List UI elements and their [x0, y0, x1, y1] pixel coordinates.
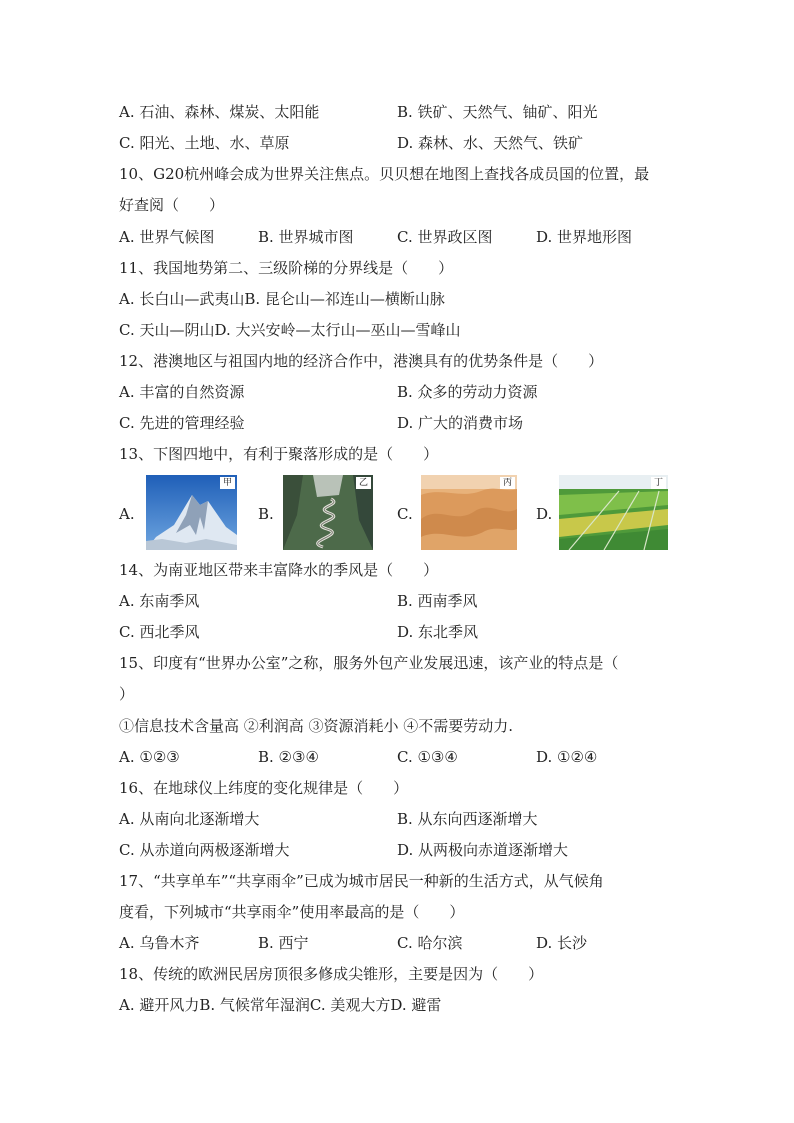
q17-option-c[interactable]: C. 哈尔滨 [397, 934, 463, 952]
q12-stem: 12、港澳地区与祖国内地的经济合作中，港澳具有的优势条件是（ ） [119, 352, 604, 370]
q16-option-c[interactable]: C. 从赤道向两极逐渐增大 [119, 841, 290, 859]
q16-option-d[interactable]: D. 从两极向赤道逐渐增大 [397, 841, 569, 859]
q13-image-farmland[interactable] [559, 475, 668, 550]
q9-option-b[interactable]: B. 铁矿、天然气、铀矿、阳光 [397, 103, 598, 121]
q17-option-a[interactable]: A. 乌鲁木齐 [119, 934, 200, 952]
q15-option-d[interactable]: D. ①②④ [536, 748, 598, 766]
q14-option-b[interactable]: B. 西南季风 [397, 592, 478, 610]
q9-option-c[interactable]: C. 阳光、土地、水、草原 [119, 134, 290, 152]
q13-stem: 13、下图四地中，有利于聚落形成的是（ ） [119, 445, 439, 463]
q16-stem: 16、在地球仪上纬度的变化规律是（ ） [119, 779, 409, 797]
q13-image-tag-c: 丙 [500, 477, 515, 489]
q18-stem: 18、传统的欧洲民居房顶很多修成尖锥形，主要是因为（ ） [119, 965, 544, 983]
q17-stem-line2: 度看，下列城市“共享雨伞”使用率最高的是（ ） [119, 903, 465, 921]
q17-option-d[interactable]: D. 长沙 [536, 934, 588, 952]
q16-option-a[interactable]: A. 从南向北逐渐增大 [119, 810, 260, 828]
q10-option-d[interactable]: D. 世界地形图 [536, 228, 633, 246]
q14-option-a[interactable]: A. 东南季风 [119, 592, 200, 610]
q15-stem-line2: ） [119, 685, 135, 703]
q9-option-d[interactable]: D. 森林、水、天然气、铁矿 [397, 134, 584, 152]
q15-option-a[interactable]: A. ①②③ [119, 748, 180, 766]
q10-option-a[interactable]: A. 世界气候图 [119, 228, 215, 246]
q15-items: ①信息技术含量高 ②利润高 ③资源消耗小 ④不需要劳动力. [119, 717, 514, 735]
q13-image-snow-mountain[interactable] [146, 475, 237, 550]
q11-options-cd[interactable]: C. 天山—阴山D. 大兴安岭—太行山—巫山—雪峰山 [119, 321, 461, 339]
q14-option-d[interactable]: D. 东北季风 [397, 623, 479, 641]
q13-option-d[interactable]: D. [536, 505, 553, 523]
q13-option-c[interactable]: C. [397, 505, 413, 523]
q14-stem: 14、为南亚地区带来丰富降水的季风是（ ） [119, 561, 439, 579]
q17-stem-line1: 17、“共享单车”“共享雨伞”已成为城市居民一种新的生活方式，从气候角 [119, 872, 604, 890]
q9-option-a[interactable]: A. 石油、森林、煤炭、太阳能 [119, 103, 320, 121]
q10-option-b[interactable]: B. 世界城市图 [258, 228, 354, 246]
q13-image-desert[interactable] [421, 475, 517, 550]
q12-option-b[interactable]: B. 众多的劳动力资源 [397, 383, 538, 401]
q15-option-c[interactable]: C. ①③④ [397, 748, 458, 766]
q13-image-tag-a: 甲 [220, 477, 235, 489]
q10-stem-line2: 好查阅（ ） [119, 196, 225, 214]
q10-stem-line1: 10、G20杭州峰会成为世界关注焦点。贝贝想在地图上查找各成员国的位置，最 [119, 165, 650, 183]
q13-option-a[interactable]: A. [119, 505, 135, 523]
q11-stem: 11、我国地势第二、三级阶梯的分界线是（ ） [119, 259, 454, 277]
q17-option-b[interactable]: B. 西宁 [258, 934, 309, 952]
q12-option-c[interactable]: C. 先进的管理经验 [119, 414, 245, 432]
q14-option-c[interactable]: C. 西北季风 [119, 623, 200, 641]
q10-option-c[interactable]: C. 世界政区图 [397, 228, 493, 246]
q12-option-d[interactable]: D. 广大的消费市场 [397, 414, 524, 432]
q16-option-b[interactable]: B. 从东向西逐渐增大 [397, 810, 538, 828]
q13-image-tag-b: 乙 [356, 477, 371, 489]
q13-image-tag-d: 丁 [651, 477, 666, 489]
q18-options[interactable]: A. 避开风力B. 气候常年湿润C. 美观大方D. 避雷 [119, 996, 442, 1014]
q13-image-mountain-road[interactable] [283, 475, 373, 550]
q11-options-ab[interactable]: A. 长白山—武夷山B. 昆仑山—祁连山—横断山脉 [119, 290, 445, 308]
q15-stem-line1: 15、印度有“世界办公室”之称，服务外包产业发展迅速，该产业的特点是（ [119, 654, 619, 672]
q15-option-b[interactable]: B. ②③④ [258, 748, 319, 766]
q13-option-b[interactable]: B. [258, 505, 274, 523]
q12-option-a[interactable]: A. 丰富的自然资源 [119, 383, 245, 401]
